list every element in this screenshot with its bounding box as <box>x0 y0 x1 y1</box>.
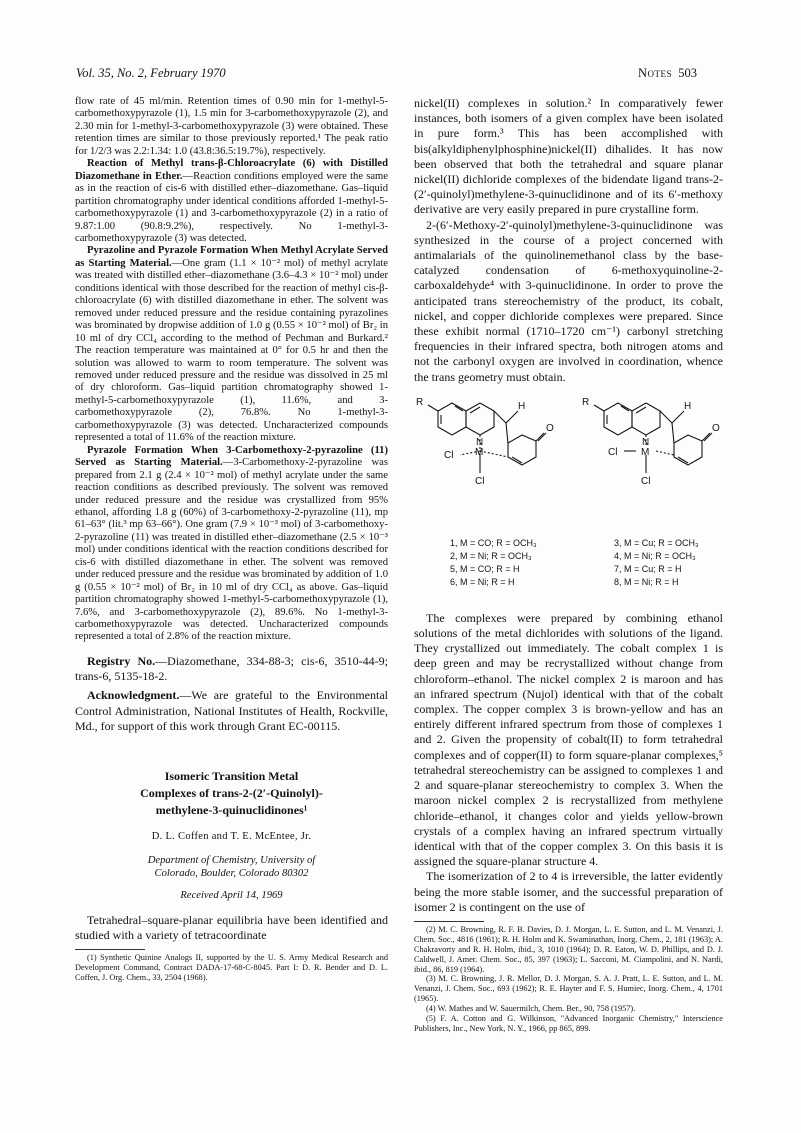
footnotes-right <box>414 925 723 1034</box>
paragraph-intro-right: nickel(II) complexes in solution.² In comparatively fewer instances, both isomers of a given complex have been isolated in pure form.³ This has been accomplished with bis(alkyldiphenylphosphine)nickel(II) dihalides. It has now been observed that both the tetrahedral and square planar nickel(II) dichloride complexes of the bidendate ligand trans-2-(2′-quinolyl)methylene-3-quinuclidinone and of its 6′-methoxy derivative are very easily prepared in pure crystalline form. <box>414 96 723 217</box>
chemical-structures-figure <box>414 391 723 601</box>
received-date: Received April 14, 1969 <box>180 890 283 902</box>
paragraph-heading: Pyrazole Formation When 3-Carbomethoxy-2-pyrazoline (11) Served as Starting Material. <box>75 444 388 469</box>
structure-drawings <box>414 391 723 536</box>
abstract-start: Tetrahedral–square-planar equilibria have been identified and studied with a variety of tetracoordinate <box>75 912 388 942</box>
atom-label-o: O <box>546 422 554 434</box>
r-bond-left <box>428 405 438 411</box>
footnote-rule <box>414 921 484 922</box>
atom-label-o: O <box>712 422 720 434</box>
compound-label: 6, M = Ni; R = H <box>450 576 515 587</box>
atom-label-n: N <box>642 436 650 448</box>
article-title-line-1: Isomeric Transition Metal <box>164 768 299 783</box>
paragraph-body: —Reaction conditions employed were the same as in the reaction of cis-6 with distilled ether–diazomethane. Gas–liquid partition chromatography under identical conditions afforded 1-methyl-5-carbomethoxypyrazole (1) and 3-carbomethoxypyrazole (2) in a ratio of 9.87:1.00 (90.8:9.2%), respectively. No 1-methyl-3-carbomethoxypyrazole (3) was detected. <box>75 170 388 244</box>
registry-heading: Registry No. <box>87 653 156 668</box>
article-title <box>75 768 388 819</box>
registry-numbers <box>75 654 388 684</box>
atom-label-h: H <box>518 400 526 412</box>
paragraph-heading: Reaction of Methyl trans-β-Chloroacrylate (6) with Distilled Diazomethane in Ether. <box>75 158 388 182</box>
section-and-page <box>638 66 697 81</box>
benzo-ring-right <box>604 403 632 435</box>
compound-label: 5, M = CO; R = H <box>450 563 520 574</box>
quinuclidinone-ring-left <box>508 435 536 465</box>
affiliation-line-2: Colorado, Boulder, Colorado 80302 <box>154 867 309 879</box>
atom-label-r: R <box>582 396 590 408</box>
affiliation-line-1: Department of Chemistry, University of <box>147 855 316 867</box>
paragraph-pyrazoline <box>75 445 388 644</box>
paragraph-body: —One gram (1.1 × 10⁻² mol) of methyl acrylate was treated with distilled ether–diazomethane (3.6–4.3 × 10⁻² mol) under conditions identical with those described for the reaction of methyl cis-β-chloroacrylate (6) with distilled diazomethane in ether. The solvent was removed under reduced pressure and the residue containing pyrazolines was brominated by dropwise addition of 1.0 g (0.55 × 10⁻² mol) of Br₂ in 10 ml of dry CCl₄ according to the method of Pechman and Burkard.² The reaction temperature was maintained at 0° for 0.5 hr and then the solution was allowed to warm to room temperature. The solvent was removed under reduced pressure and the residue was dissolved in 25 ml of dry chloroform. Gas–liquid partition chromatography showed 1-methyl-5-carbomethoxypyrazole (1), 11.6%, and 3-carbomethoxypyrazole (2), 76.8%. No 1-methyl-3-carbomethoxypyrazole (3) was detected. Uncharacterized compounds represented a total of 11.6% of the reaction mixture. <box>75 257 388 444</box>
journal-volume: Vol. 35, No. 2, February 1970 <box>76 66 226 80</box>
acknowledgment-body: —We are grateful to the Environmental Control Administration, National Institutes of Health, Rockville, Md., for support of this work through Grant EC-00115. <box>75 688 388 733</box>
tetrahedral-structure <box>428 400 546 473</box>
compound-label: 2, M = Ni; R = OCH₃ <box>450 550 532 561</box>
paragraph-body: —3-Carbomethoxy-2-pyrazoline was prepared from 2.1 g (2.4 × 10⁻² mol) of methyl acrylate under the same reaction conditions as described previously. The solvent was removed under reduced pressure and the residue was crystallized from 95% ethanol, affording 1.8 g (60%) of 3-carbomethoxy-2-pyrazoline (11), mp 61–63° (lit.³ mp 63–66°). One gram (7.9 × 10⁻³ mol) of 3-carbomethoxy-2-pyrazoline (11) was treated in distilled ether–diazomethane (2.5 × 10⁻³ mol) under conditions identical with the reaction conditions described for cis-6 with distilled diazomethane in ether. The solvent was removed under reduced pressure and the residue was brominated by addition of 1.0 g (0.55 × 10⁻² mol) of Br₂ in 10 ml of dry CCl₄ as above. Gas–liquid partition chromatography showed 1-methyl-5-carbomethoxypyrazole (1), 7.6%, and 3-carbomethoxypyrazole (2), 89.6%. No 1-methyl-3-carbomethoxypyrazole was detected. Uncharacterized compounds represented a total of 2.8% of the reaction mixture. <box>75 457 389 643</box>
atom-label-cl: Cl <box>608 446 618 458</box>
paragraph-heading: Pyrazoline and Pyrazole Formation When Methyl Acrylate Served as Starting Material. <box>75 245 388 269</box>
atom-label-cl: Cl <box>444 449 454 461</box>
paragraph-complexes: The complexes were prepared by combining ethanol solutions of the metal dichlorides with solutions of the ligand. They crystallized out immediately. The cobalt complex 1 is deep green and may be recrystallized without change from chloroform–ethanol. The nickel complex 2 is maroon and has an infrared spectrum (Nujol) identical with that of the cobalt complex. The copper complex 3 is brown-yellow and has an entirely different infrared spectrum from those of complexes 1 and 2. Given the propensity of cobalt(II) to form tetrahedral complexes and of copper(II) to form square-planar complexes,⁵ tetrahedral stereochemistry can be assigned to complexes 1 and 2 and square-planar stereochemistry to complex 3. When the maroon nickel complex 2 is recrystallized from methylene chloride–ethanol, it changes color and yields yellow-brown crystals of a complex having an infrared spectrum virtually identical with that of the copper complex 3. On this basis it is assigned the square-planar structure 4. <box>414 610 723 869</box>
footnote-rule <box>75 949 145 950</box>
atom-label-h: H <box>684 400 692 412</box>
atom-label-n: N <box>476 436 484 448</box>
atom-label-cl: Cl <box>641 475 651 487</box>
compound-label: 7, M = Cu; R = H <box>614 563 682 574</box>
r-bond-right <box>594 405 604 411</box>
footnote-4: (4) W. Mathes and W. Sauermilch, Chem. Ber., 90, 758 (1957). <box>426 1004 636 1014</box>
registry-body: —Diazomethane, 334-88-3; cis-6, 3510-44-9; trans-6, 5135-18-2. <box>75 653 388 684</box>
intro-paragraph: flow rate of 45 ml/min. Retention times of 0.90 min for 1-methyl-5-carbomethoxypyrazole (1), 1.5 min for 3-carbomethoxypyrazole (2), and 2.30 min for 1-methyl-3-carbomethoxypyrazole (3) were obtained. These retention times are similar to those previously reported.¹ The peak ratio for 1/2/3 was 2.2:1.34: 1.0 (43.8:36.5:19.7%), respectively. <box>75 96 388 157</box>
compound-labels-left <box>450 537 537 589</box>
paragraph-trans-reaction <box>75 158 388 245</box>
footnote-3: (3) M. C. Browning, J. R. Mellor, D. J. Morgan, S. A. J. Pratt, L. E. Sutton, and L. M. Venanzi, J. Chem. Soc., 693 (1962); R. E. Hayter and F. S. Humiec, Inorg. Chem., 4, 1701 (1965). <box>414 974 723 1004</box>
right-column <box>414 96 723 1034</box>
page-number: 503 <box>678 66 698 80</box>
pyridine-ring-left <box>466 403 494 435</box>
atom-label-cl: Cl <box>475 475 485 487</box>
footnote-1: (1) Synthetic Quinine Analogs II, supported by the U. S. Army Medical Research and Development Command, Contract DADA-17-68-C-8045. Part I: D. R. Bender and D. L. Coffen, J. Org. Chem., 33, 2504 (1968). <box>75 953 388 982</box>
quinuclidinone-ring-right <box>674 435 702 465</box>
square-planar-structure <box>594 400 712 473</box>
pyridine-ring-right <box>632 403 660 435</box>
compound-label: 1, M = CO; R = OCH₃ <box>450 537 537 548</box>
acknowledgment <box>75 688 388 734</box>
atom-label-m: M <box>475 446 484 458</box>
article-title-line-3: methylene-3-quinuclidinones¹ <box>155 802 308 817</box>
section-name: Notes <box>638 66 673 80</box>
article-authors: D. L. Coffen and T. E. McEntee, Jr. <box>151 830 312 842</box>
paragraph-methyl-acrylate <box>75 245 388 444</box>
compound-label: 3, M = Cu; R = OCH₃ <box>614 537 699 548</box>
atom-label-m: M <box>641 446 650 458</box>
footnote-2: (2) M. C. Browning, R. F. B. Davies, D. J. Morgan, L. E. Sutton, and L. M. Venanzi, J. Chem. Soc., 4816 (1961); R. H. Holm and K. Swaminathan, Inorg. Chem., 2, 181 (1963); A. Chakravorty and R. H. Holm, ibid., 3, 1010 (1964); D. R. Eaton, W. D. Phillips, and D. J. Caldwell, J. Amer. Chem. Soc., 85, 397 (1963); L. Sacconi, M. Ciampolini, and N. Nardi, ibid., 86, 819 (1964). <box>414 924 723 974</box>
article-title-line-2: Complexes of trans-2-(2′-Quinolyl)- <box>140 785 323 800</box>
compound-label: 4, M = Ni; R = OCH₃ <box>614 550 696 561</box>
compound-labels-right <box>614 537 699 589</box>
affiliation <box>75 855 388 880</box>
paragraph-synthesis: 2-(6′-Methoxy-2′-quinolyl)methylene-3-quinuclidinone was synthesized in the course of a project concerned with antimalarials of the quinolinemethanol class by the base-catalyzed condensation of 6-methoxyquinoline-2-carboxaldehyde⁴ with 3-quinuclidinone. In order to prove the anticipated trans stereochemistry of the product, its cobalt, nickel, and copper dichloride complexes were prepared. Since these exhibit normal (1710–1720 cm⁻¹) carbonyl stretching frequencies in their infrared spectra, both nitrogen atoms and not the carbonyl oxygen are involved in coordination, whence the trans geometry must obtain. <box>414 217 723 384</box>
compound-label: 8, M = Ni; R = H <box>614 576 679 587</box>
left-column <box>75 96 388 983</box>
footnote-5: (5) F. A. Cotton and G. Wilkinson, "Advanced Inorganic Chemistry," Interscience Publishers, Inc., New York, N. Y., 1966, pp 865, 899. <box>414 1014 723 1033</box>
atom-label-r: R <box>416 396 424 408</box>
acknowledgment-heading: Acknowledgment. <box>87 688 180 703</box>
paragraph-isomerization: The isomerization of 2 to 4 is irreversible, the latter evidently being the more stable isomer, and the successful preparation of isomer 2 is contingent on the use of <box>414 869 723 914</box>
benzo-ring-left <box>438 403 466 435</box>
